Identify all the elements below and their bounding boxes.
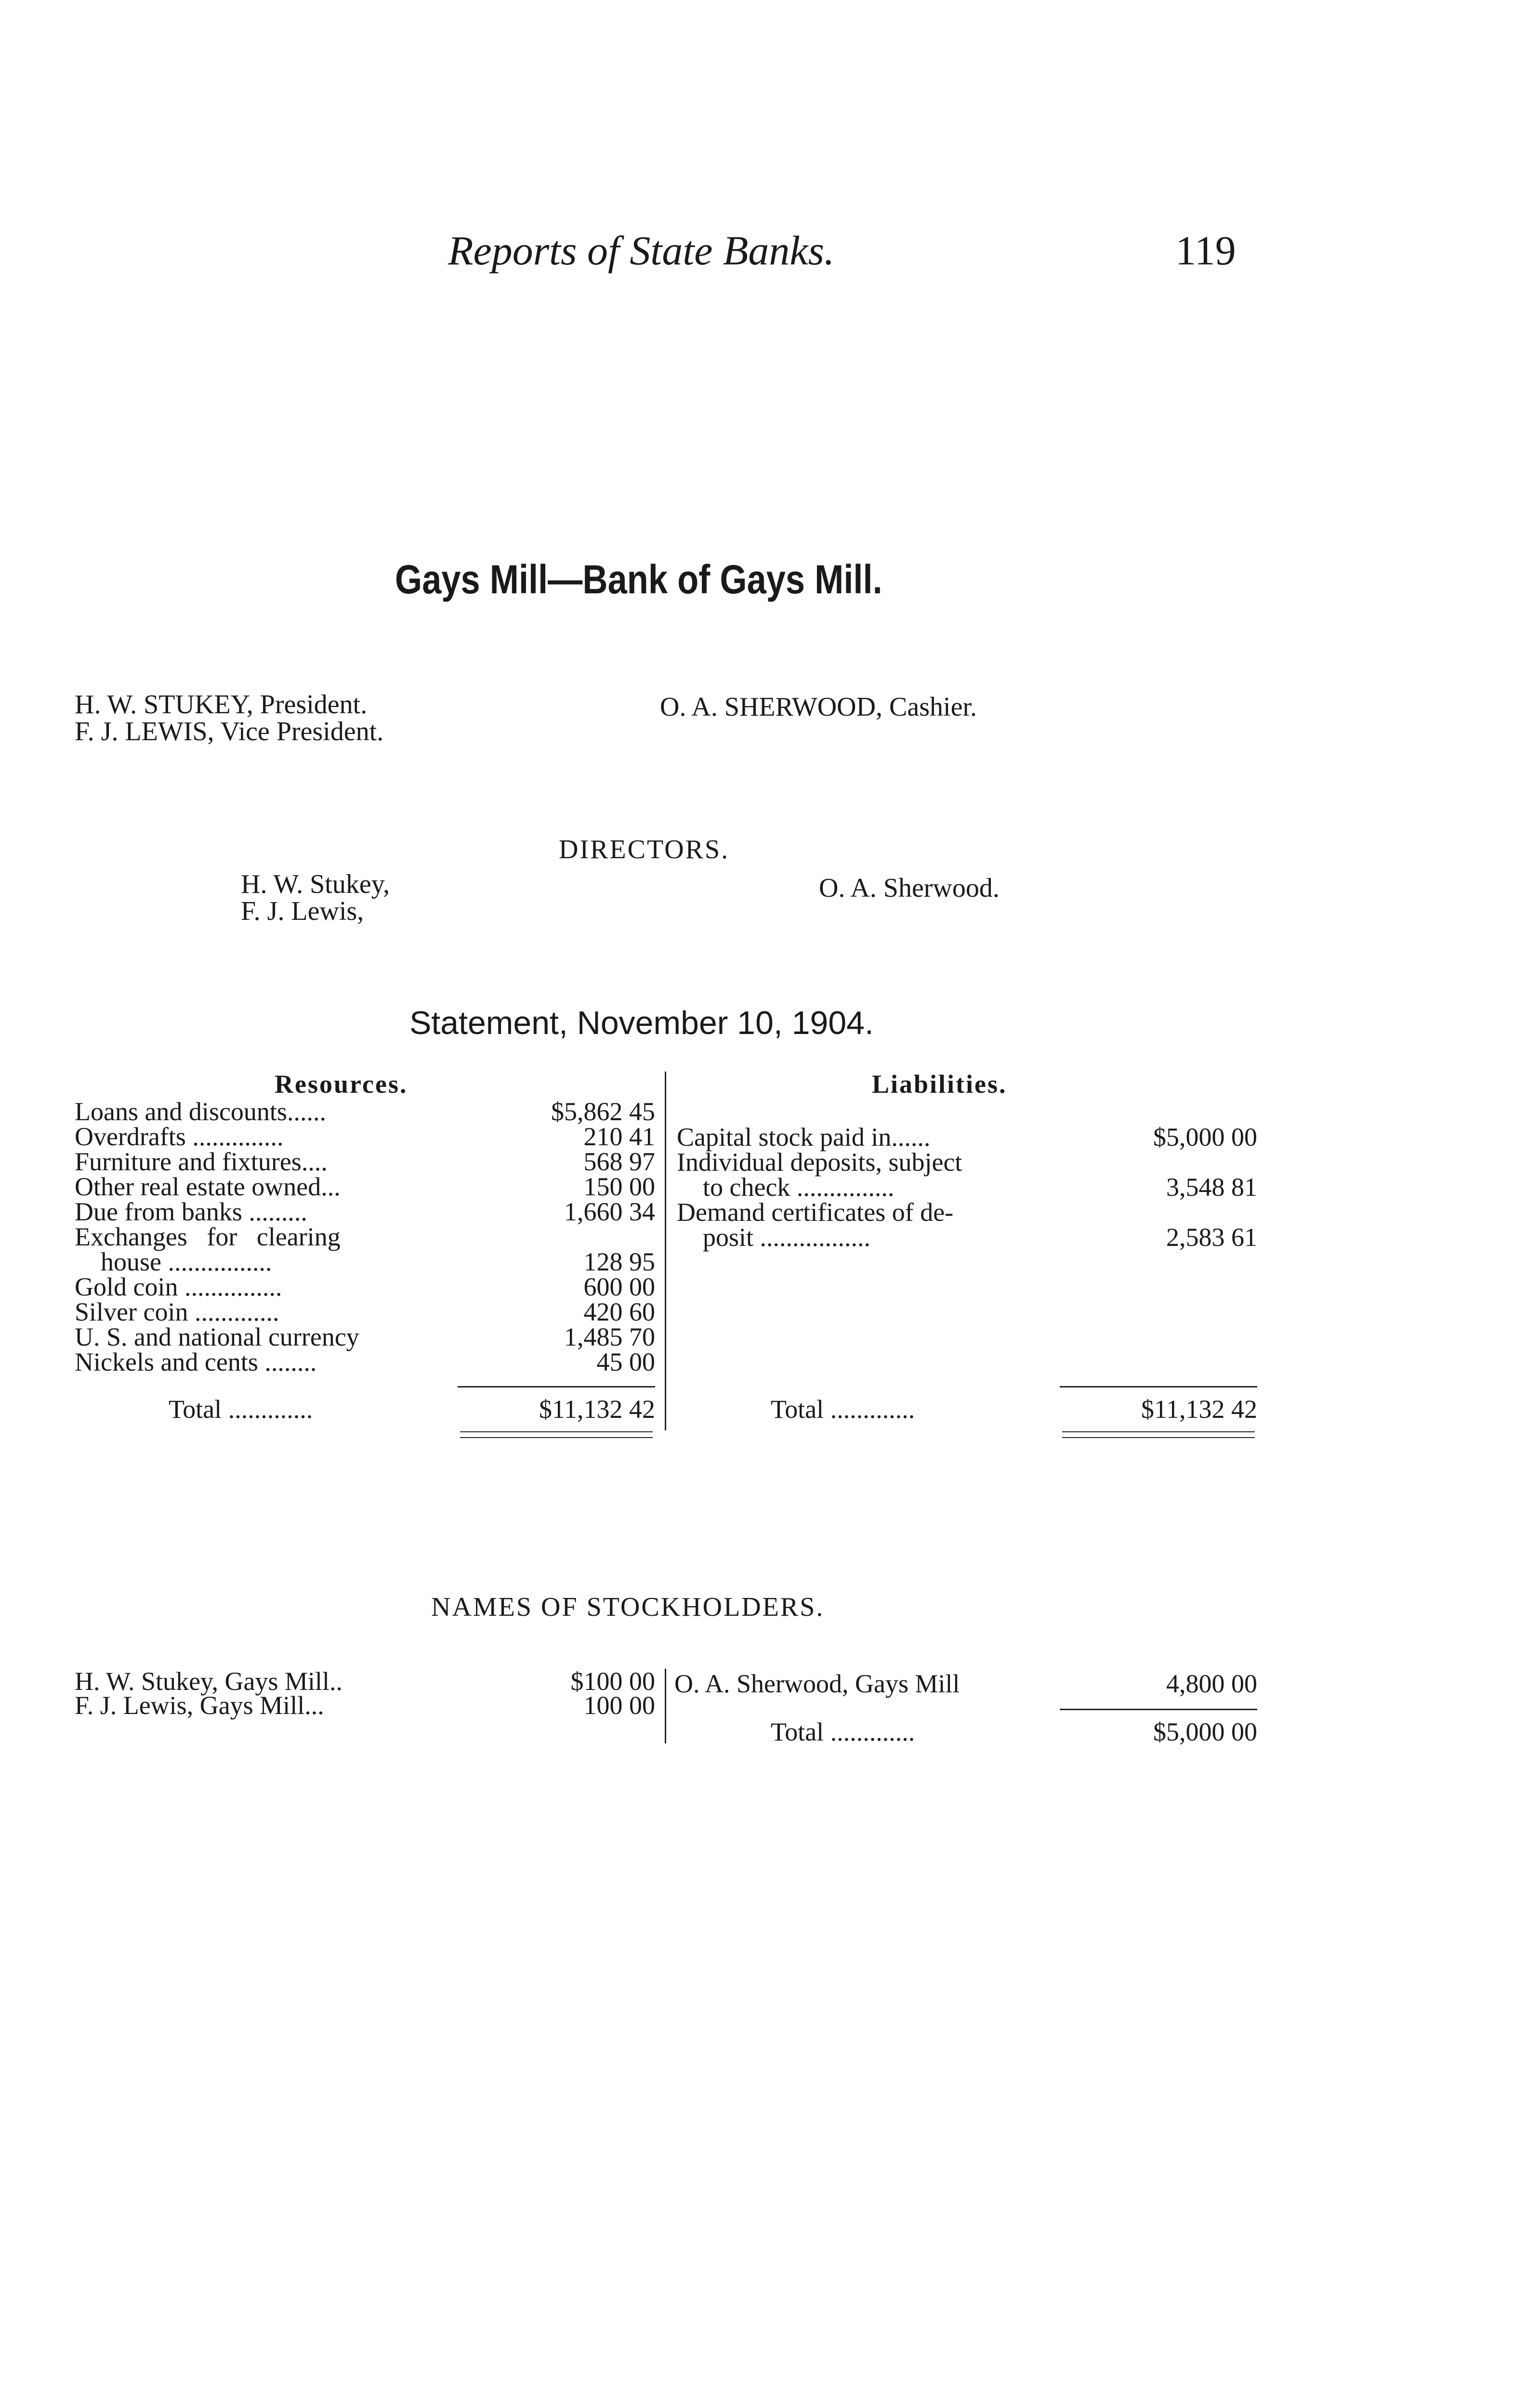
officers-left	[75, 691, 383, 745]
liability-amount: 3,548 81	[1166, 1173, 1257, 1202]
officer-vice-president: F. J. LEWIS, Vice President.	[75, 717, 384, 746]
resource-label: house ................	[75, 1247, 272, 1276]
resource-amount: 1,485 70	[564, 1322, 655, 1351]
resource-label: Overdrafts ..............	[75, 1122, 284, 1151]
resource-amount: $5,862 45	[551, 1097, 655, 1126]
resource-label: Furniture and fixtures....	[75, 1147, 328, 1176]
stockholders-heading: NAMES OF STOCKHOLDERS.	[431, 1592, 825, 1622]
double-rule	[460, 1431, 653, 1432]
stockholder-amount: $100 00	[570, 1667, 655, 1696]
page-number: 119	[1175, 227, 1236, 274]
total-label: Total .............	[771, 1395, 915, 1424]
resource-amount: 600 00	[583, 1272, 655, 1301]
resource-label: Other real estate owned...	[75, 1172, 341, 1201]
resource-amount: 568 97	[583, 1147, 655, 1176]
resource-label: Exchanges for clearing	[75, 1222, 341, 1251]
statement-title: Statement, November 10, 1904.	[409, 1005, 874, 1041]
stockholder-name: O. A. Sherwood, Gays Mill	[674, 1669, 960, 1698]
resource-label: Loans and discounts......	[75, 1097, 326, 1126]
resource-label: Due from banks .........	[75, 1197, 307, 1226]
stockholder-name: F. J. Lewis, Gays Mill...	[75, 1691, 324, 1720]
total-rule	[458, 1386, 655, 1387]
total-amount: $11,132 42	[1141, 1395, 1257, 1424]
resource-label: Nickels and cents ........	[75, 1348, 317, 1376]
resource-amount: 45 00	[596, 1348, 655, 1376]
officer-cashier: O. A. SHERWOOD, Cashier.	[660, 692, 977, 722]
double-rule	[1062, 1431, 1255, 1432]
total-rule	[1060, 1709, 1257, 1710]
column-divider	[665, 1669, 666, 1743]
bank-title: Gays Mill—Bank of Gays Mill.	[395, 557, 882, 602]
resource-amount: 1,660 34	[564, 1197, 655, 1226]
director-name: O. A. Sherwood.	[819, 873, 1000, 903]
director-name: H. W. Stukey,	[241, 869, 390, 899]
resource-amount: 420 60	[583, 1297, 655, 1326]
total-amount: $11,132 42	[539, 1395, 655, 1424]
running-title: Reports of State Banks.	[448, 227, 835, 274]
total-label: Total .............	[169, 1395, 313, 1424]
liability-label: posit .................	[677, 1223, 871, 1252]
column-divider	[665, 1072, 666, 1430]
double-rule	[460, 1437, 653, 1438]
liability-label: Demand certificates of de-	[677, 1198, 954, 1227]
liability-amount: 2,583 61	[1166, 1223, 1257, 1252]
stockholder-amount: 4,800 00	[1166, 1669, 1257, 1698]
liability-label: Individual deposits, subject	[677, 1148, 962, 1177]
resource-label: Gold coin ...............	[75, 1272, 282, 1301]
resource-amount: 128 95	[583, 1247, 655, 1276]
total-amount: $5,000 00	[1153, 1717, 1257, 1746]
liability-label: to check ...............	[677, 1173, 895, 1202]
director-name: F. J. Lewis,	[241, 896, 364, 926]
resources-heading: Resources.	[275, 1070, 408, 1099]
directors-heading: DIRECTORS.	[559, 835, 730, 864]
liability-label: Capital stock paid in......	[677, 1123, 931, 1152]
stockholder-name: H. W. Stukey, Gays Mill..	[75, 1667, 343, 1696]
liability-amount: $5,000 00	[1153, 1123, 1257, 1152]
resource-label: U. S. and national currency	[75, 1322, 359, 1351]
resource-label: Silver coin .............	[75, 1297, 279, 1326]
resource-amount: 150 00	[583, 1172, 655, 1201]
liabilities-heading: Liabilities.	[872, 1070, 1007, 1099]
directors-left	[241, 871, 390, 925]
resource-amount: 210 41	[583, 1122, 655, 1151]
total-label: Total .............	[771, 1717, 915, 1746]
stockholder-amount: 100 00	[583, 1691, 655, 1720]
total-rule	[1060, 1386, 1257, 1387]
officer-president: H. W. STUKEY, President.	[75, 690, 368, 720]
double-rule	[1062, 1437, 1255, 1438]
